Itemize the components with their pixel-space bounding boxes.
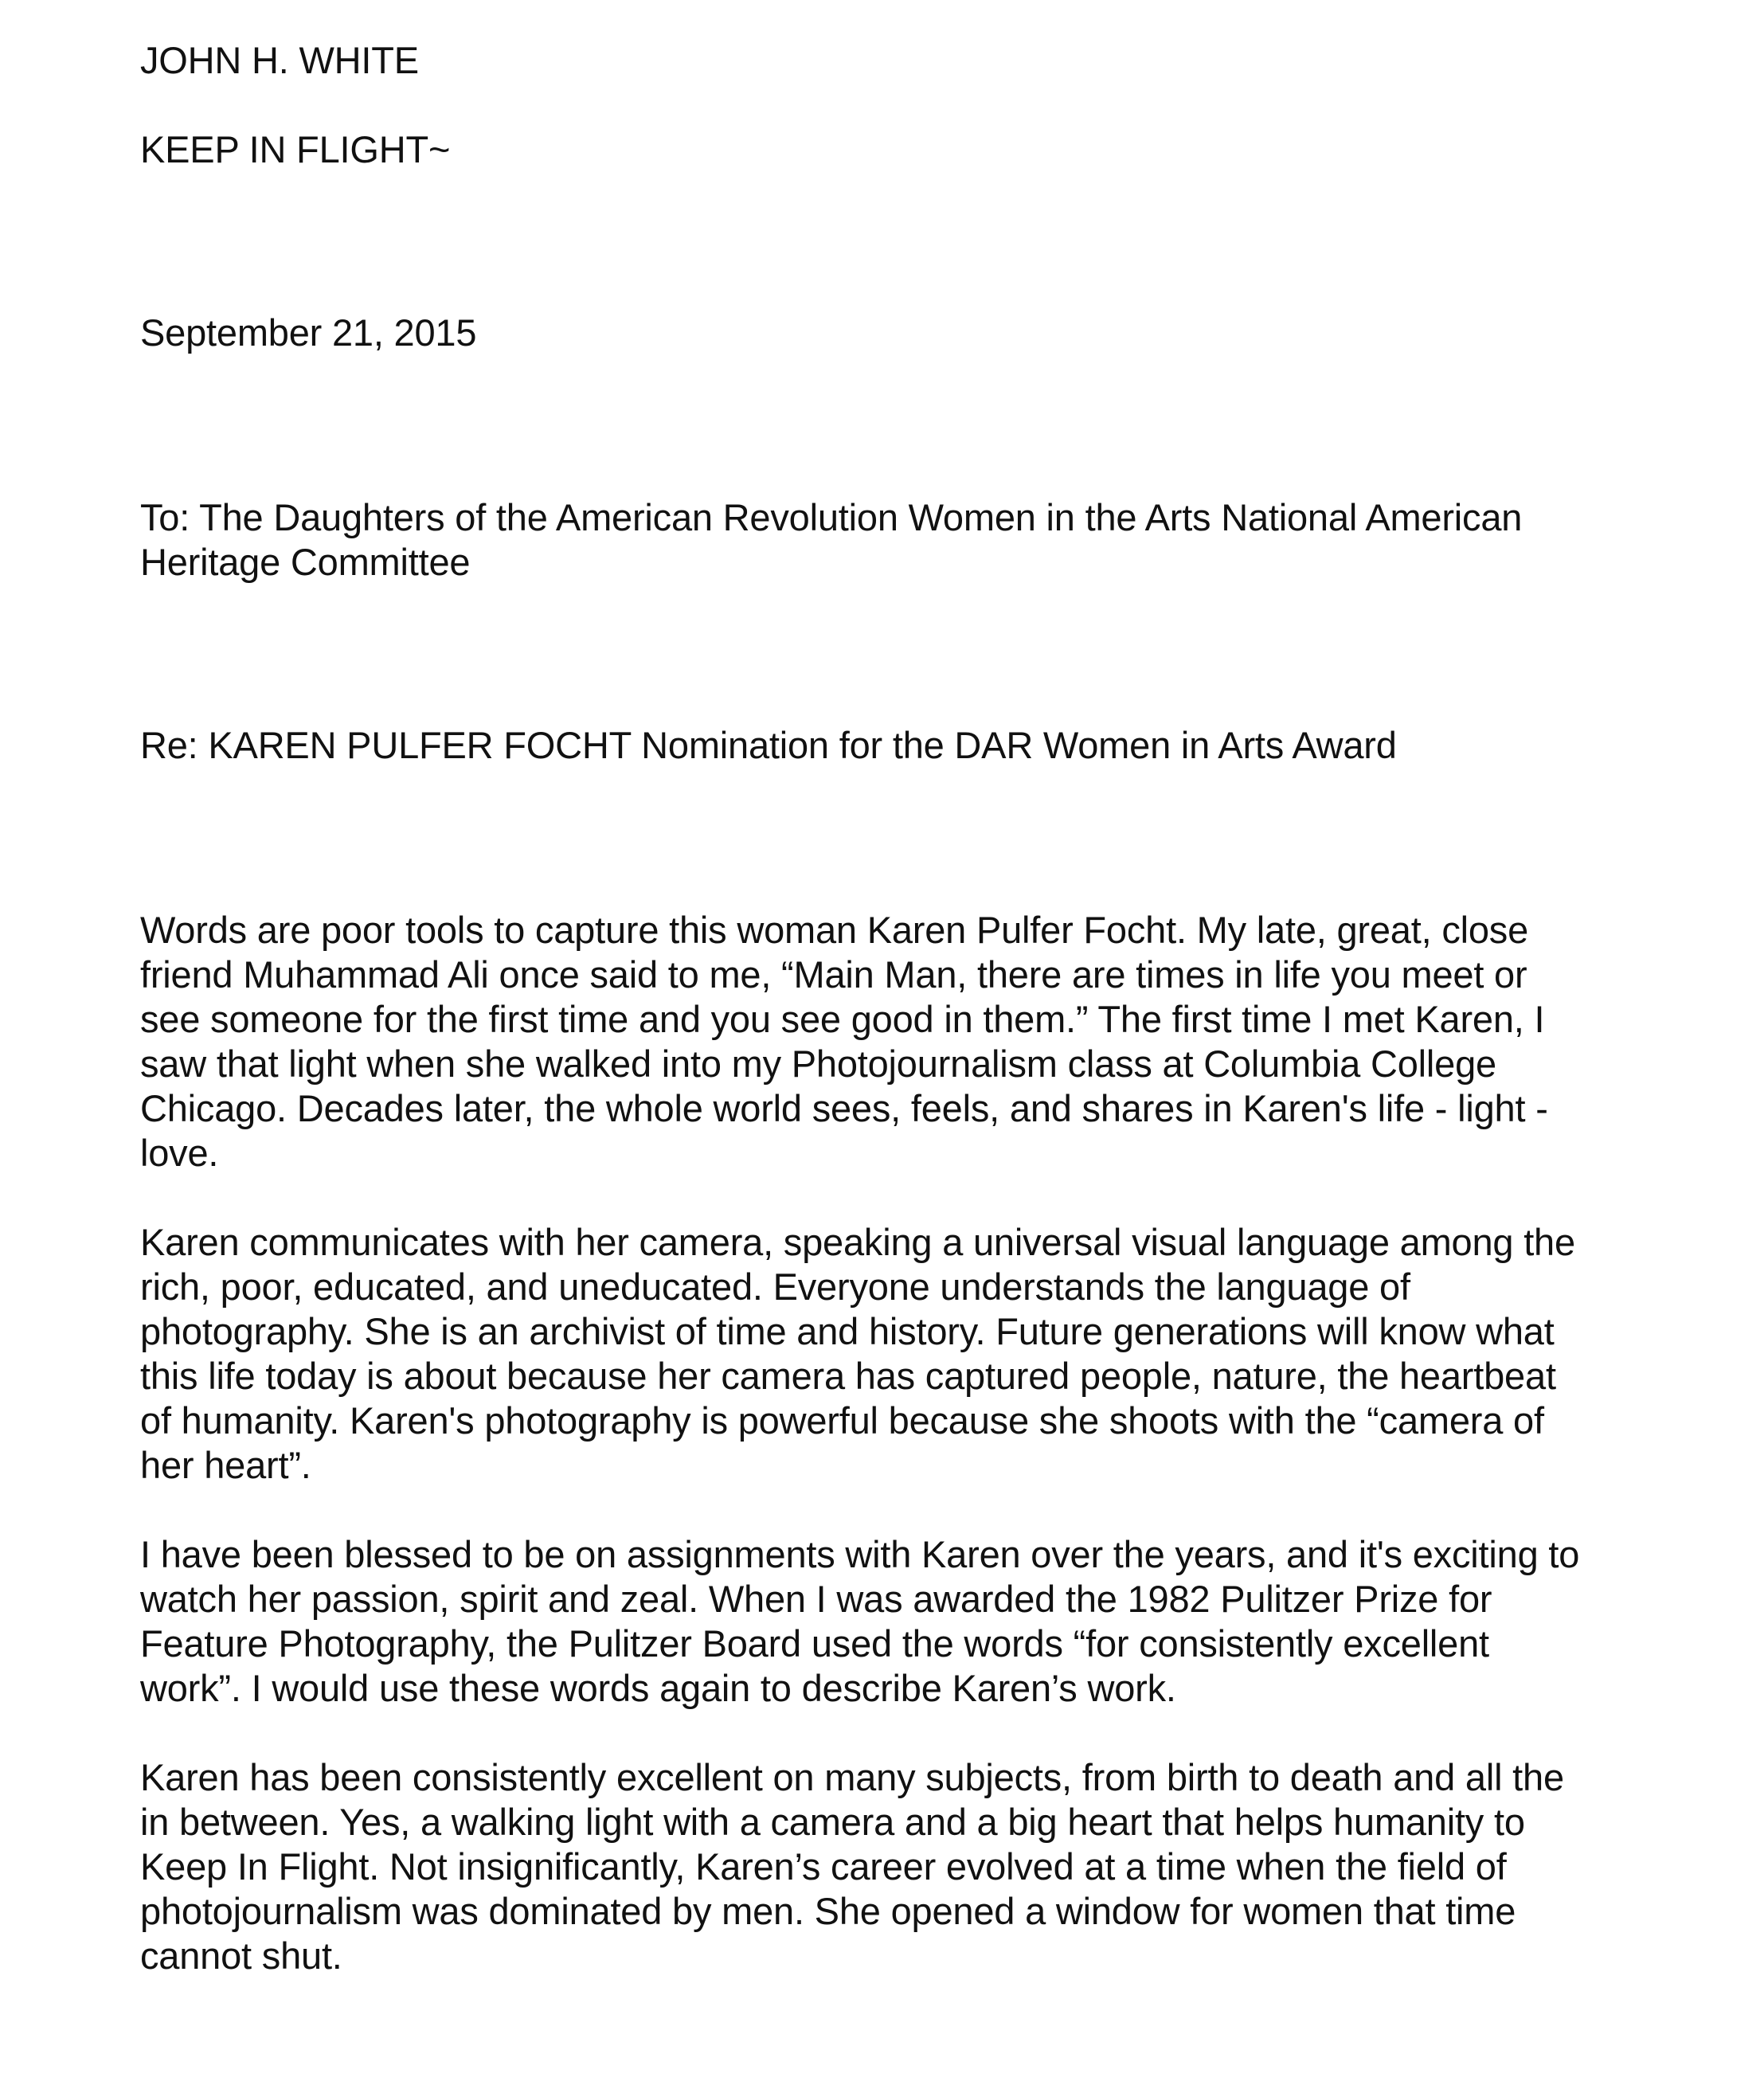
body-line: Keep In Flight. Not insignificantly, Karen’s career evolved at a time when the field of <box>140 1845 1507 1888</box>
body-line: of humanity. Karen's photography is powerful because she shoots with the “camera of <box>140 1399 1544 1442</box>
body-line: this life today is about because her camera has captured people, nature, the heartbeat <box>140 1355 1556 1397</box>
body-line: see someone for the first time and you see good in them.” The first time I met Karen, I <box>140 998 1545 1040</box>
body-line: Chicago. Decades later, the whole world sees, feels, and shares in Karen's life - light - <box>140 1087 1548 1129</box>
sender-name: JOHN H. WHITE <box>140 39 419 81</box>
body-line: love. <box>140 1132 219 1174</box>
body-paragraph-2 <box>140 1220 1575 1488</box>
body-line: watch her passion, spirit and zeal. When I was awarded the 1982 Pulitzer Prize for <box>140 1578 1492 1620</box>
subject-line: Re: KAREN PULFER FOCHT Nomination for the DAR Women in Arts Award <box>140 724 1397 766</box>
body-line: photography. She is an archivist of time and history. Future generations will know what <box>140 1310 1555 1352</box>
recipient-block <box>140 495 1522 585</box>
recipient-line: Heritage Committee <box>140 541 471 583</box>
body-line: photojournalism was dominated by men. She opened a window for women that time <box>140 1890 1516 1932</box>
body-line: Karen communicates with her camera, speaking a universal visual language among the <box>140 1221 1575 1263</box>
recipient-line: To: The Daughters of the American Revolution Women in the Arts National American <box>140 496 1523 538</box>
body-line: Feature Photography, the Pulitzer Board used the words “for consistently excellent <box>140 1622 1489 1665</box>
body-line: Words are poor tools to capture this woman Karen Pulfer Focht. My late, great, close <box>140 909 1529 951</box>
sender-motto: KEEP IN FLIGHT~ <box>140 128 451 170</box>
body-paragraph-1 <box>140 908 1548 1176</box>
body-line: rich, poor, educated, and uneducated. Everyone understands the language of <box>140 1266 1410 1308</box>
body-line: Karen has been consistently excellent on many subjects, from birth to death and all the <box>140 1756 1564 1798</box>
body-line: her heart”. <box>140 1444 311 1486</box>
body-line: work”. I would use these words again to describe Karen’s work. <box>140 1667 1176 1709</box>
body-line: I have been blessed to be on assignments with Karen over the years, and it's exciting to <box>140 1533 1580 1575</box>
body-paragraph-3 <box>140 1532 1579 1711</box>
body-line: friend Muhammad Ali once said to me, “Main Man, there are times in life you meet or <box>140 953 1527 996</box>
body-line: saw that light when she walked into my Photojournalism class at Columbia College <box>140 1043 1496 1085</box>
body-line: cannot shut. <box>140 1935 342 1977</box>
body-paragraph-4 <box>140 1755 1564 1978</box>
body-line: in between. Yes, a walking light with a camera and a big heart that helps humanity to <box>140 1801 1525 1843</box>
letter-date: September 21, 2015 <box>140 311 477 354</box>
